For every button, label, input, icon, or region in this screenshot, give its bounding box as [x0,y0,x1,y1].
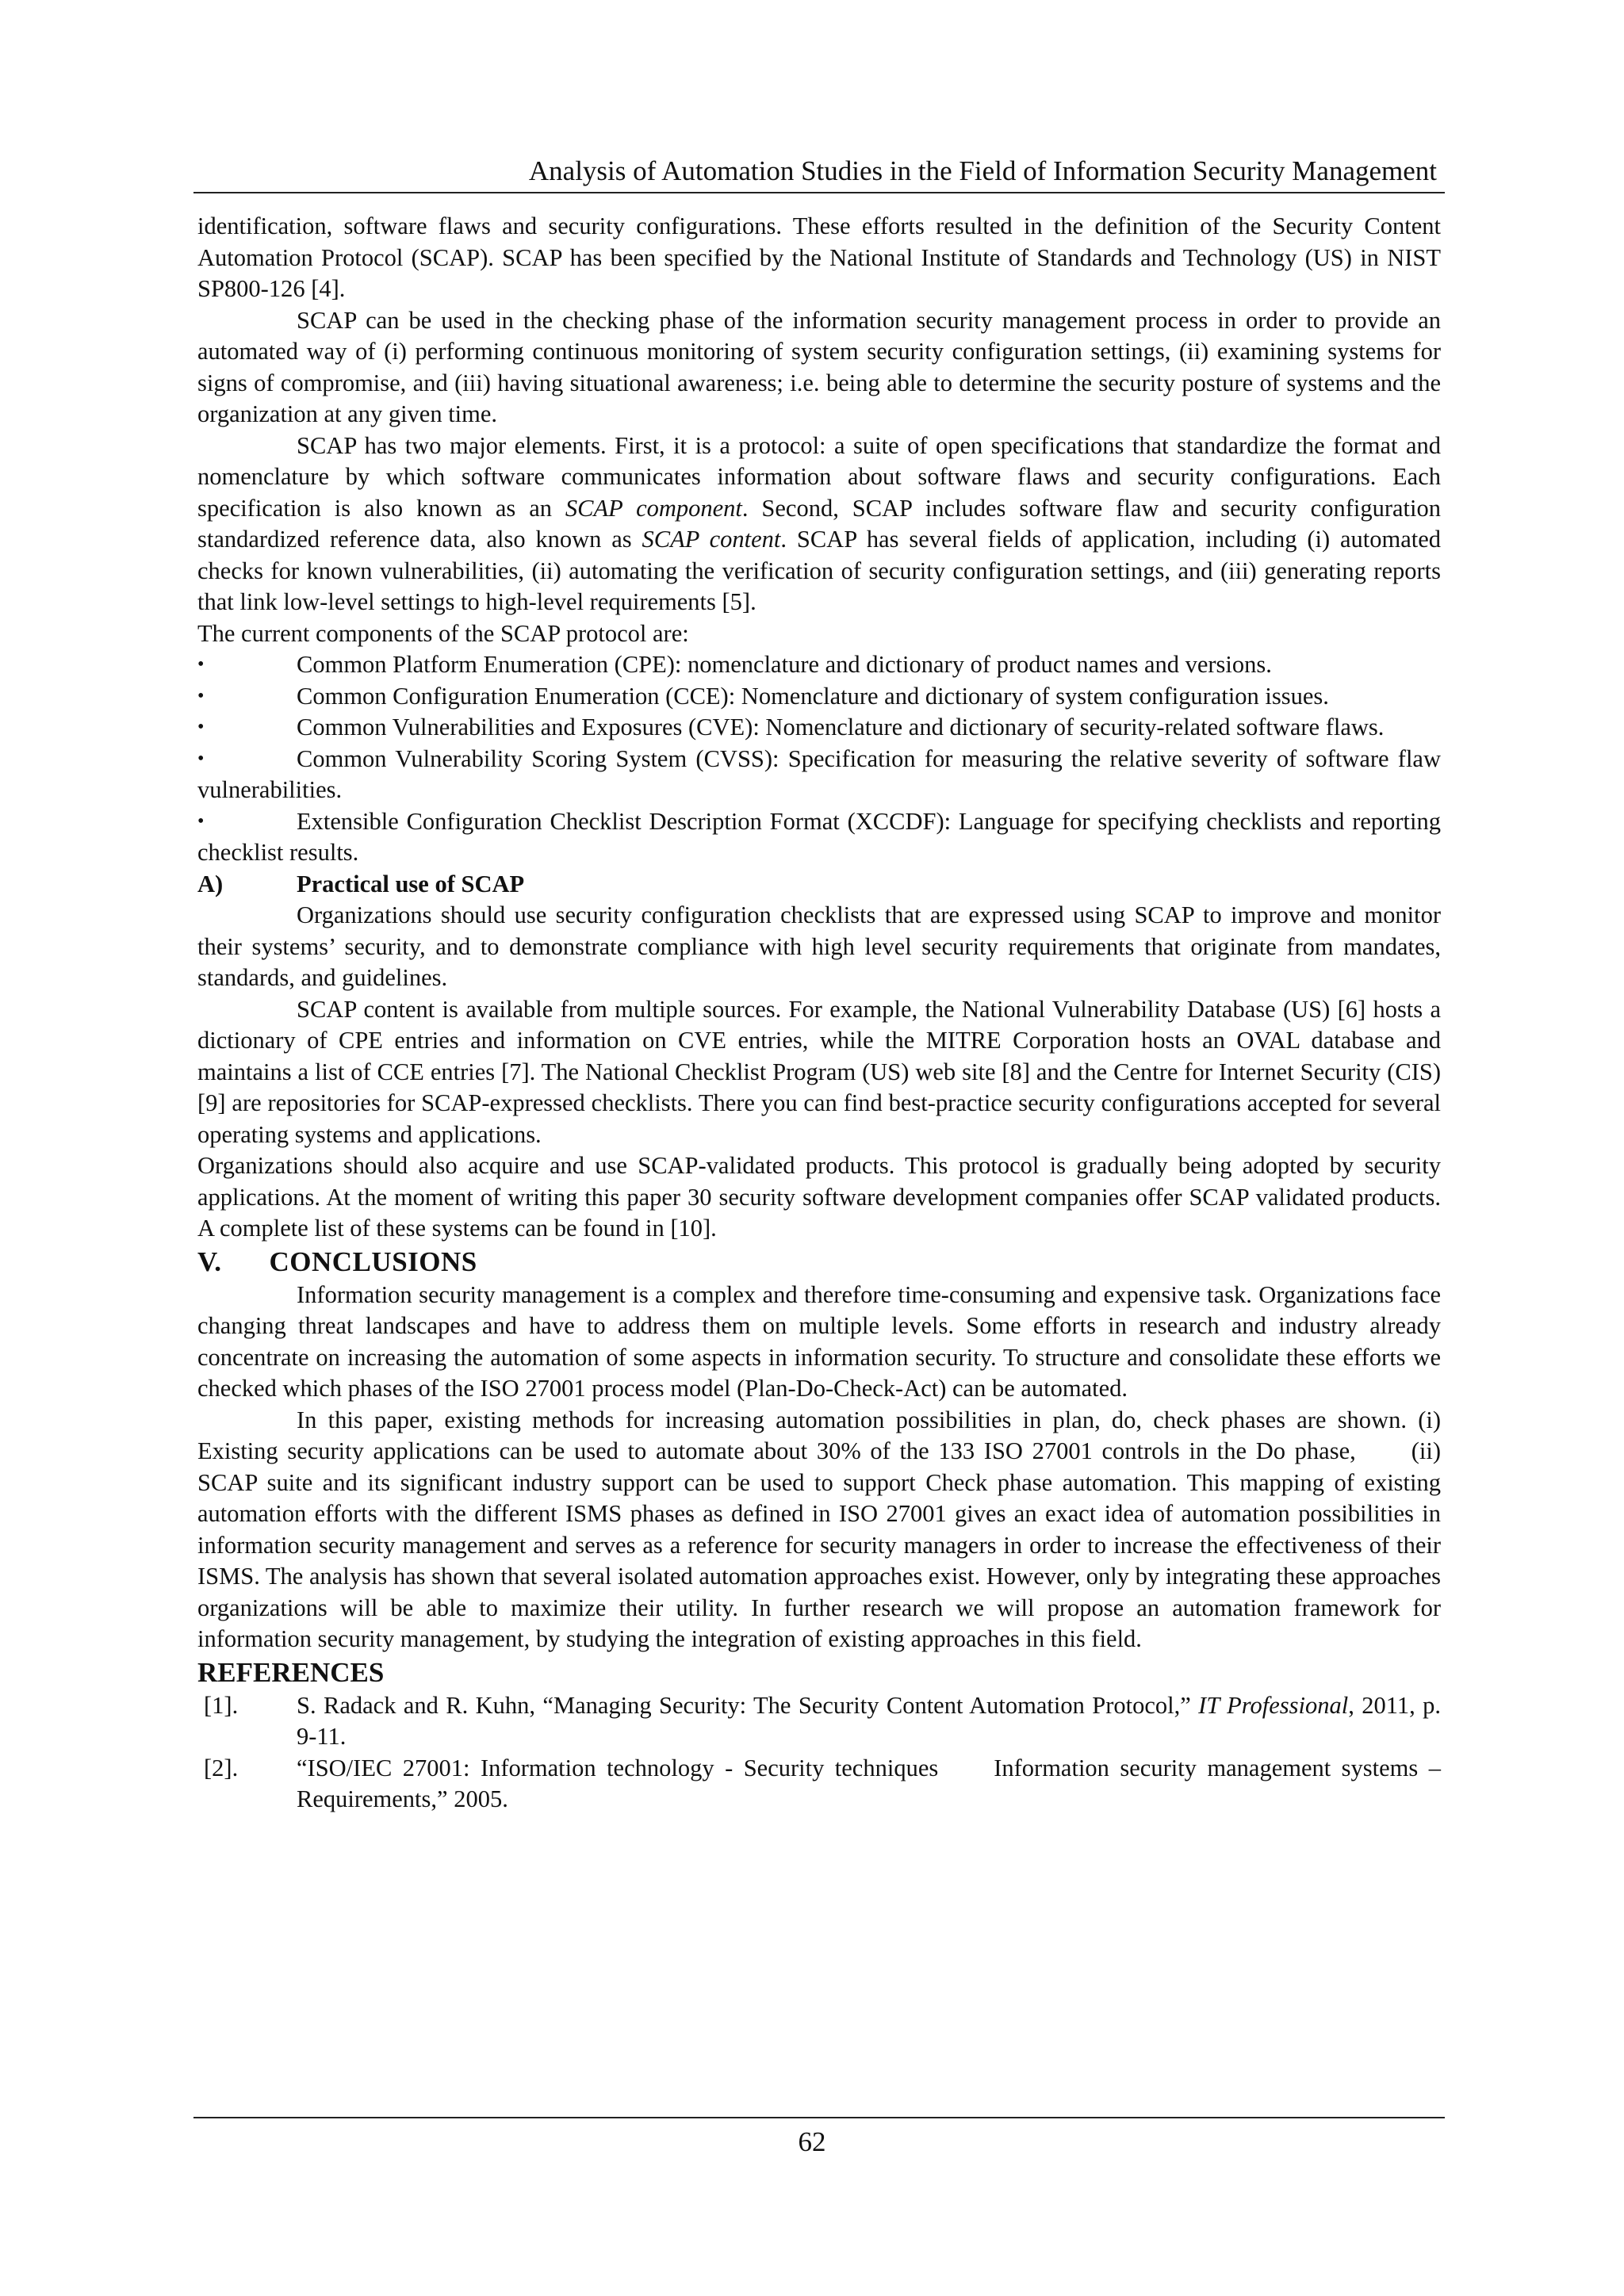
emphasis: SCAP content [642,526,781,553]
bullet-icon: • [197,810,205,832]
paragraph: SCAP can be used in the checking phase of the information security management process in order to provide an automated way of (i) performing continuous monitoring of system security configuration settings, (ii) examining systems for signs of compromise, and (iii) having situational awareness; i.e. being able to determine the security posture of systems and the organization at any given time. [197,306,1441,427]
section-heading [197,1245,1441,1280]
section-number: V. [197,1246,222,1277]
reference-item [197,1690,1441,1753]
reference-number: [2]. [204,1754,239,1781]
subsection-heading [197,869,1441,901]
running-header: Analysis of Automation Studies in the Field of Information Security Management [528,155,1437,186]
subsection-number: A) [197,870,224,897]
bullet-item: • Common Configuration Enumeration (CCE): Nomenclature and dictionary of system configuration issues. [197,681,1441,713]
reference-number: [1]. [204,1691,239,1719]
footer-rule [193,2117,1445,2118]
bullet-item: • Extensible Configuration Checklist Description Format (XCCDF): Language for specifying checklists and reporting checklist results. [197,807,1441,866]
paragraph: Organizations should use security configuration checklists that are expressed using SCAP to improve and monitor their systems’ security, and to demonstrate compliance with high level security requirements that originate from mandates, standards, and guidelines. [197,901,1441,991]
paragraph: SCAP has two major elements. First, it is a protocol: a suite of open specifications that standardize the format and nomenclature by which software communicates information about software flaws and security configurations. Each specification is also known as an SCAP component. Second, SCAP includes software flaw and security configuration standardized reference data, also known as SCAP content. SCAP has several fields of application, including (i) automated checks for known vulnerabilities, (ii) automating the verification of security configuration settings, and (iii) generating reports that link low-level settings to high-level requirements [5]. [197,431,1441,615]
body-text [197,211,1441,1816]
header-rule [193,192,1445,193]
paragraph: Organizations should also acquire and use SCAP-validated products. This protocol is gradually being adopted by security applications. At the moment of writing this paper 30 security software development companies offer SCAP validated products. A complete list of these systems can be found in [10]. [197,1152,1441,1242]
bullet-item: • Common Vulnerabilities and Exposures (CVE): Nomenclature and dictionary of security-related software flaws. [197,712,1441,744]
emphasis: SCAP component [565,494,742,522]
paragraph: identification, software flaws and security configurations. These efforts resulted in the definition of the Security Content Automation Protocol (SCAP). SCAP has been specified by the National Institute of Standards and Technology (US) in NIST SP800-126 [4]. [197,212,1441,302]
paragraph: The current components of the SCAP protocol are: [197,619,689,647]
bullet-item: • Common Platform Enumeration (CPE): nomenclature and dictionary of product names and versions. [197,649,1441,681]
paragraph: In this paper, existing methods for increasing automation possibilities in plan, do, check phases are shown. (i) Existing security applications can be used to automate about 30% of the 133 ISO 27001 controls in the Do phase, (ii) SCAP suite and its significant industry support can be used to support Check phase automation. This mapping of existing automation efforts with the different ISMS phases as defined in ISO 27001 gives an exact idea of automation possibilities in information security management and serves as a reference for security managers in order to increase the effectiveness of their ISMS. The analysis has shown that several isolated automation approaches exist. However, only by integrating these approaches organizations will be able to maximize their utility. In further research we will propose an automation framework for information security management, by studying the integration of existing approaches in this field. [197,1406,1441,1652]
bullet-icon: • [197,654,205,675]
bullet-icon: • [197,748,205,769]
paragraph: SCAP content is available from multiple sources. For example, the National Vulnerability Database (US) [6] hosts a dictionary of CPE entries and information on CVE entries, while the MITRE Corporation hosts an OVAL database and maintains a list of CCE entries [7]. The National Checklist Program (US) web site [8] and the Centre for Internet Security (CIS) [9] are repositories for SCAP-expressed checklists. There you can find best-practice security configurations accepted for several operating systems and applications. [197,995,1441,1148]
reference-text: “ISO/IEC 27001: Information technology - Security techniques Information security management systems – Requirements,” 2005. [297,1754,1441,1812]
page-number: 62 [798,2126,826,2157]
bullet-icon: • [197,717,205,737]
bullet-icon: • [197,685,205,706]
reference-text: S. Radack and R. Kuhn, “Managing Security: The Security Content Automation Protocol,” IT Professional, 2011, p. 9-11. [297,1691,1441,1750]
reference-item [197,1753,1441,1816]
section-title: CONCLUSIONS [269,1246,477,1277]
paragraph: Information security management is a complex and therefore time-consuming and expensive task. Organizations face changing threat landscapes and have to address them on multiple levels. Some efforts in research and industry already concentrate on increasing the automation of some aspects in information security. To structure and consolidate these efforts we checked which phases of the ISO 27001 process model (Plan-Do-Check-Act) can be automated. [197,1280,1441,1402]
bullet-item: • Common Vulnerability Scoring System (CVSS): Specification for measuring the relative severity of software flaw vulnerabilities. [197,744,1441,803]
subsection-title: Practical use of SCAP [297,870,525,897]
references-heading: REFERENCES [197,1656,385,1688]
